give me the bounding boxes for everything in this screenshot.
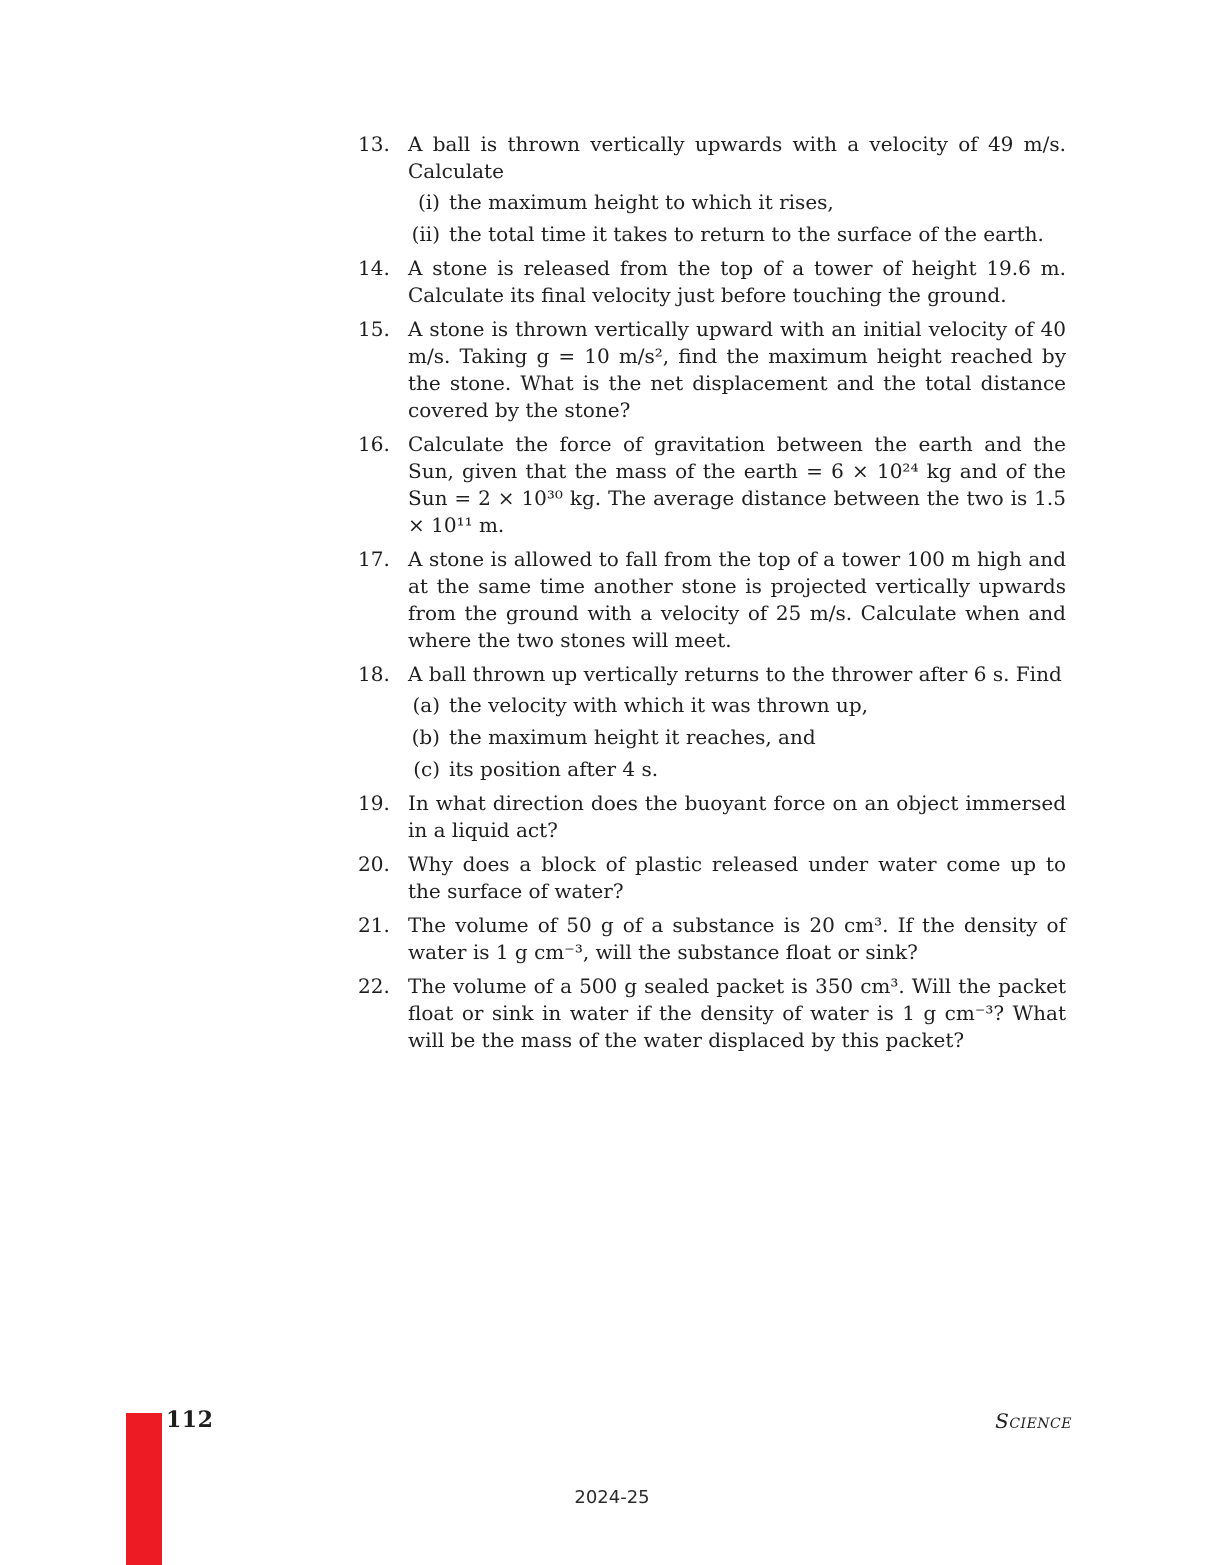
subitem-label: (b)	[411, 725, 440, 749]
question-item-21	[358, 912, 1066, 966]
question-text: A ball is thrown vertically upwards with a velocity of 49 m/s. Calculate	[408, 132, 1066, 183]
question-number: 13.	[358, 132, 390, 156]
subitem	[408, 692, 1066, 719]
question-item-19	[358, 790, 1066, 844]
question-text: In what direction does the buoyant force on an object immersed in a liquid act?	[408, 791, 1066, 842]
question-item-18	[358, 661, 1066, 783]
question-item-16	[358, 431, 1066, 539]
question-item-13	[358, 131, 1066, 248]
question-number: 17.	[358, 547, 390, 571]
question-body	[408, 661, 1066, 783]
question-number: 22.	[358, 974, 390, 998]
question-number: 18.	[358, 662, 390, 686]
question-text: A stone is allowed to fall from the top of a tower 100 m high and at the same time another stone is projected vertically upwards from the ground with a velocity of 25 m/s. Calculate when and where the two stones will meet.	[408, 547, 1066, 652]
subitem-text: its position after 4 s.	[449, 757, 659, 781]
question-text: The volume of 50 g of a substance is 20 cm³. If the density of water is 1 g cm⁻³, will the substance float or sink?	[408, 913, 1066, 964]
subitem-label: (c)	[413, 757, 440, 781]
question-number: 21.	[358, 913, 390, 937]
page-number: 112	[166, 1407, 214, 1433]
question-subitems	[408, 189, 1066, 248]
question-number: 15.	[358, 317, 390, 341]
subitem-label: (ii)	[411, 222, 440, 246]
question-text: The volume of a 500 g sealed packet is 350 cm³. Will the packet float or sink in water if the density of water is 1 g cm⁻³? What will be the mass of the water displaced by this packet?	[408, 974, 1066, 1052]
question-body	[408, 912, 1066, 966]
question-item-20	[358, 851, 1066, 905]
subitem-text: the velocity with which it was thrown up,	[449, 693, 868, 717]
subitem-label: (a)	[412, 693, 440, 717]
question-subitems	[408, 692, 1066, 783]
question-text: Calculate the force of gravitation between the earth and the Sun, given that the mass of the earth = 6 × 10²⁴ kg and of the Sun = 2 × 10³⁰ kg. The average distance between the two is 1.5 × 10¹¹ m.	[408, 432, 1066, 537]
question-item-15	[358, 316, 1066, 424]
subitem-label: (i)	[417, 190, 440, 214]
question-item-22	[358, 973, 1066, 1054]
question-body	[408, 316, 1066, 424]
question-item-17	[358, 546, 1066, 654]
question-number: 14.	[358, 256, 390, 280]
question-body	[408, 255, 1066, 309]
question-body	[408, 431, 1066, 539]
question-text: A ball thrown up vertically returns to the thrower after 6 s. Find	[408, 662, 1062, 686]
question-body	[408, 790, 1066, 844]
edition-year-label: 2024-25	[574, 1487, 650, 1508]
question-body	[408, 546, 1066, 654]
subitem	[408, 724, 1066, 751]
subitem-text: the maximum height it reaches, and	[449, 725, 816, 749]
subitem-text: the total time it takes to return to the surface of the earth.	[449, 222, 1044, 246]
exercise-question-list	[358, 131, 1066, 1061]
question-body	[408, 851, 1066, 905]
subitem-text: the maximum height to which it rises,	[449, 190, 834, 214]
question-text: A stone is released from the top of a tower of height 19.6 m. Calculate its final velocity just before touching the ground.	[408, 256, 1066, 307]
question-text: Why does a block of plastic released under water come up to the surface of water?	[408, 852, 1066, 903]
question-number: 16.	[358, 432, 390, 456]
question-text: A stone is thrown vertically upward with an initial velocity of 40 m/s. Taking g = 10 m/s², find the maximum height reached by the stone. What is the net displacement and the total distance covered by the stone?	[408, 317, 1066, 422]
subitem	[408, 189, 1066, 216]
question-number: 20.	[358, 852, 390, 876]
question-item-14	[358, 255, 1066, 309]
question-body	[408, 973, 1066, 1054]
subitem	[408, 756, 1066, 783]
question-body	[408, 131, 1066, 248]
footer-subject-label: Science	[995, 1409, 1072, 1433]
question-number: 19.	[358, 791, 390, 815]
subitem	[408, 221, 1066, 248]
